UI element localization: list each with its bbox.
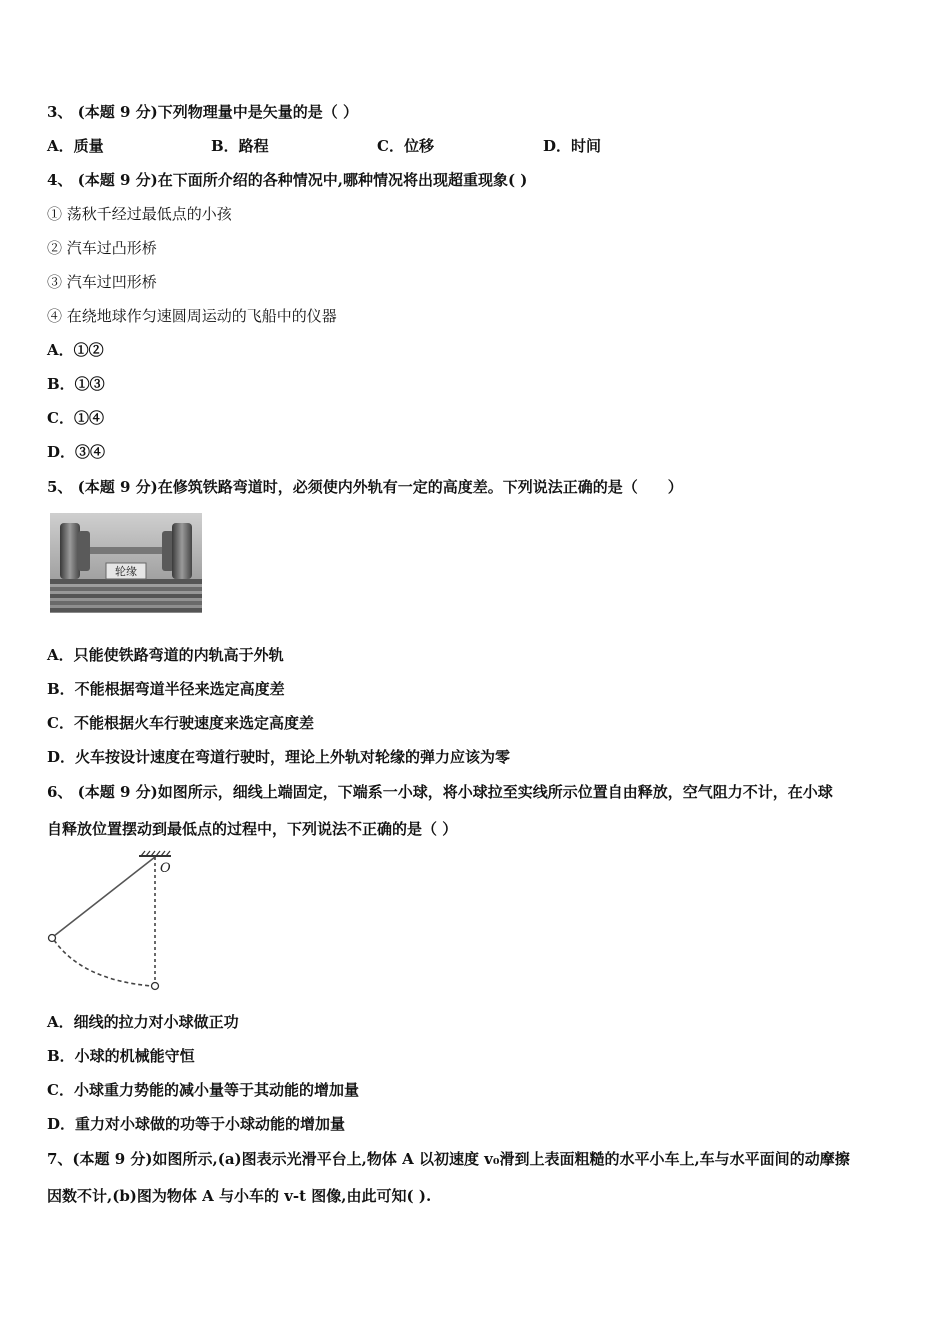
question-7-stem-line-1: 7、(本题 9 分)如图所示,(a)图表示光滑平台上,物体 A 以初速度 v₀滑到上表面粗糙的水平小车上,车与水平面间的动摩擦	[47, 1150, 850, 1168]
question-3-stem: 3、 (本题 9 分)下列物理量中是矢量的是（ ）	[47, 103, 358, 121]
question-5-stem: 5、 (本题 9 分)在修筑铁路弯道时，必须使内外轨有一定的高度差。下列说法正确的是（ ）	[47, 478, 683, 496]
q4-item-3: ③ 汽车过凹形桥	[47, 273, 157, 291]
question-7-stem-line-2: 因数不计,(b)图为物体 A 与小车的 v-t 图像,由此可知( ).	[47, 1187, 432, 1205]
right-wheel	[162, 523, 192, 579]
axle	[80, 547, 172, 554]
swing-arc	[54, 940, 152, 986]
q6-option-a: A．细线的拉力对小球做正功	[47, 1013, 239, 1031]
railway-wheel-figure	[50, 513, 202, 613]
q3-option-c: C．位移	[377, 137, 434, 155]
pendulum-string	[54, 857, 155, 936]
q5-option-c: C．不能根据火车行驶速度来选定高度差	[47, 714, 314, 732]
question-4-stem: 4、 (本题 9 分)在下面所介绍的各种情况中,哪种情况将出现超重现象( )	[47, 171, 528, 189]
q3-option-d: D．时间	[543, 137, 602, 155]
q4-item-2: ② 汽车过凸形桥	[47, 239, 157, 257]
q5-option-a: A．只能使铁路弯道的内轨高于外轨	[47, 646, 284, 664]
q4-option-a: A．①②	[47, 341, 104, 359]
flange-label: 轮缘	[115, 565, 137, 578]
q6-option-d: D．重力对小球做的功等于小球动能的增加量	[47, 1115, 346, 1133]
q5-option-b: B．不能根据弯道半径来选定高度差	[47, 680, 285, 698]
q4-option-c: C．①④	[47, 409, 104, 427]
q5-option-d: D．火车按设计速度在弯道行驶时，理论上外轨对轮缘的弹力应该为零	[47, 748, 511, 766]
pendulum-figure	[42, 850, 177, 996]
pivot-label: O	[160, 861, 171, 876]
q4-option-b: B．①③	[47, 375, 105, 393]
q6-option-c: C．小球重力势能的减小量等于其动能的增加量	[47, 1081, 359, 1099]
q3-option-b: B．路程	[211, 137, 269, 155]
ball-start	[49, 935, 56, 942]
q4-item-1: ① 荡秋千经过最低点的小孩	[47, 205, 232, 223]
left-wheel	[60, 523, 90, 579]
q4-item-4: ④ 在绕地球作匀速圆周运动的飞船中的仪器	[47, 307, 337, 325]
ball-lowest	[152, 983, 159, 990]
question-6-stem-line-2: 自释放位置摆动到最低点的过程中，下列说法不正确的是（ ）	[47, 820, 458, 838]
q4-option-d: D．③④	[47, 443, 106, 461]
q6-option-b: B．小球的机械能守恒	[47, 1047, 195, 1065]
question-6-stem-line-1: 6、 (本题 9 分)如图所示，细线上端固定，下端系一小球，将小球拉至实线所示位置自由释放，空气阻力不计，在小球	[47, 783, 833, 801]
q3-option-a: A．质量	[47, 137, 104, 155]
